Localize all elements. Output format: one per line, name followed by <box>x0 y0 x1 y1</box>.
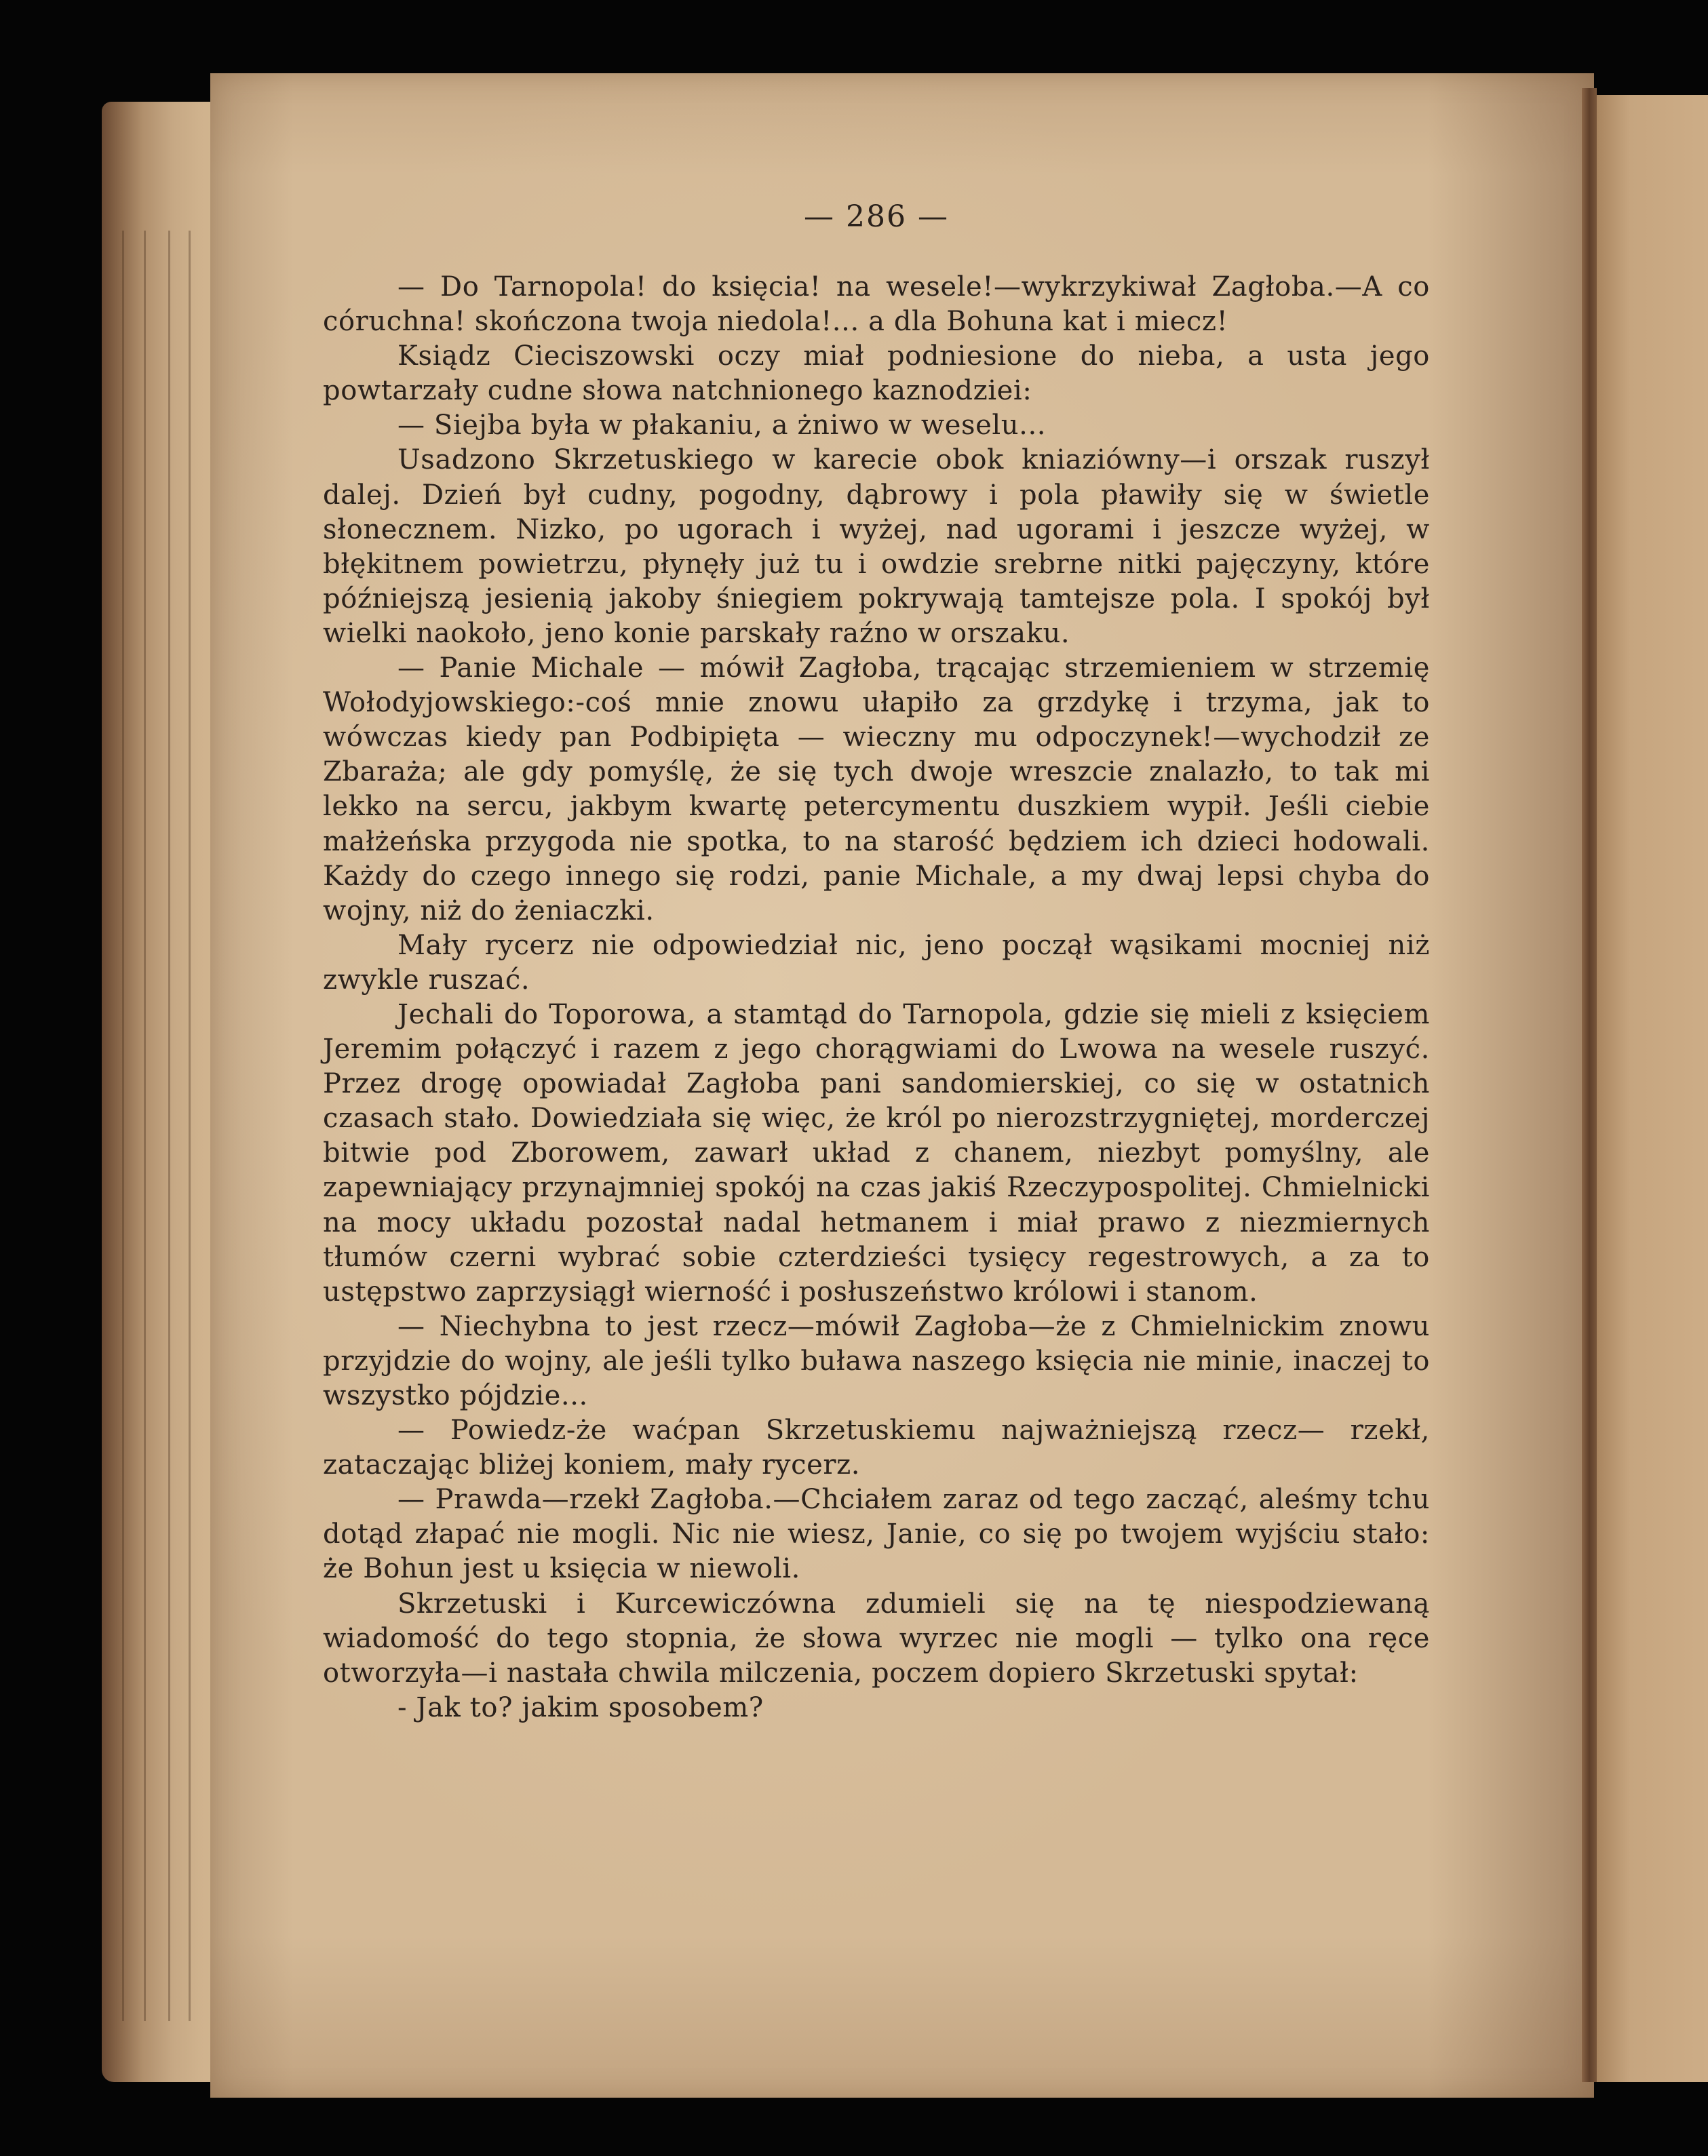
next-page-edge <box>1597 95 1708 2082</box>
page-edge-line <box>144 231 146 2021</box>
paragraph-2: Ksiądz Cieciszowski oczy miał podniesione do nieba, a usta jego powtarzały cudne słowa natchnionego kaznodziei: <box>323 340 1430 407</box>
paragraph-7: Jechali do Toporowa, a stamtąd do Tarnopola, gdzie się mieli z księciem Jeremim połączyć i razem z jego chorągwiami do Lwowa na wesele ruszyć. Przez drogę opowiadał Zagłoba pani sandomierskiej, co się w ostatnich czasach stało. Dowiedziała się więc, że król po nierozstrzygniętej, morderczej bitwie pod Zborowem, zawarł układ z chanem, niezbyt pomyślny, ale zapewniający przynajmniej spokój na czas jakiś Rzeczypospolitej. Chmielnicki na mocy układu pozostał nadal hetmanem i miał prawo z niezmiernych tłumów czerni wybrać sobie czterdzieści tysięcy regestrowych, a za to ustępstwo zaprzysiągł wierność i posłuszeństwo królowi i stanom. <box>323 998 1430 1308</box>
paragraph-5: — Panie Michale — mówił Zagłoba, trącając strzemieniem w strzemię Wołodyjowskiego:-coś mnie znowu ułapiło za grzdykę i trzyma, jak to wówczas kiedy pan Podbipięta — wieczny mu odpoczynek!—wychodził ze Zbaraża; ale gdy pomyślę, że się tych dwoje wreszcie znalazło, to tak mi lekko na sercu, jakbym kwartę petercymentu duszkiem wypił. Jeśli ciebie małżeńska przygoda nie spotka, to na starość będziem ich dzieci hodowali. Każdy do czego innego się rodzi, panie Michale, a my dwaj lepsi chyba do wojny, niż do żeniaczki. <box>323 652 1430 926</box>
paragraph-8: — Niechybna to jest rzecz—mówił Zagłoba—że z Chmielnickim znowu przyjdzie do wojny, ale jeśli tylko buława naszego księcia nie minie, inaczej to wszystko pójdzie... <box>323 1310 1430 1411</box>
paragraph-6: Mały rycerz nie odpowiedział nic, jeno począł wąsikami mocniej niż zwykle ruszać. <box>323 929 1430 996</box>
paragraph-4: Usadzono Skrzetuskiego w karecie obok kniaziówny—i orszak ruszył dalej. Dzień był cudny, pogodny, dąbrowy i pola pławiły się w świetle słonecznem. Nizko, po ugorach i wyżej, nad ugorami i jeszcze wyżej, w błękitnem powietrzu, płynęły już tu i owdzie srebrne nitki pajęczyny, które późniejszą jesienią jakoby śniegiem pokrywają tamtejsze pola. I spokój był wielki naokoło, jeno konie parskały raźno w orszaku. <box>323 444 1430 649</box>
paragraph-11: Skrzetuski i Kurcewiczówna zdumieli się na tę niespodziewaną wiadomość do tego stopnia, że słowa wyrzec nie mogli — tylko ona ręce otworzyła—i nastała chwila milczenia, poczem dopiero Skrzetuski spytał: <box>323 1588 1430 1689</box>
paragraph-9: — Powiedz-że waćpan Skrzetuskiemu najważniejszą rzecz— rzekł, zataczając bliżej koniem, mały rycerz. <box>323 1415 1430 1481</box>
page-text-block <box>323 197 1430 1725</box>
paragraph-12: - Jak to? jakim sposobem? <box>397 1691 764 1723</box>
page-edge-line <box>168 231 170 2021</box>
paragraph-10: — Prawda—rzekł Zagłoba.—Chciałem zaraz od tego zacząć, aleśmy tchu dotąd złapać nie mogli. Nic nie wiesz, Janie, co się po twojem wyjściu stało: że Bohun jest u księcia w niewoli. <box>323 1484 1430 1585</box>
page-number: — 286 — <box>804 199 949 234</box>
paragraph-1: — Do Tarnopola! do księcia! na wesele!—wykrzykiwał Zagłoba.—A co córuchna! skończona twoja niedola!... a dla Bohuna kat i miecz! <box>323 271 1430 338</box>
page-edge-line <box>122 231 124 2021</box>
paragraph-3: — Siejba była w płakaniu, a żniwo w weselu... <box>397 410 1047 442</box>
page-edge-line <box>189 231 191 2021</box>
book-gutter <box>1582 88 1597 2082</box>
